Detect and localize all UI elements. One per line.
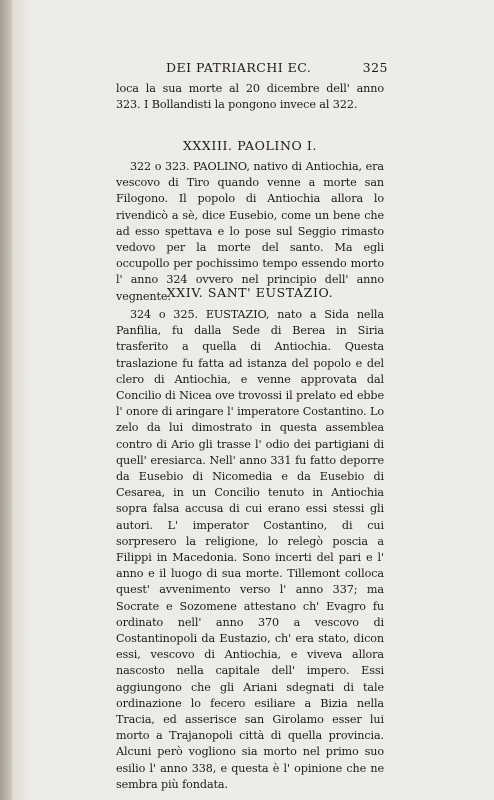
entry-dates: 324 o 325.	[130, 308, 198, 321]
continuation-block	[116, 81, 384, 113]
entry-name: PAOLINO,	[193, 160, 250, 173]
section-heading-paolino: XXXIII. PAOLINO I.	[182, 138, 318, 153]
section-2-heading-wrap	[116, 285, 384, 305]
section-paragraph-eustazio	[116, 307, 384, 793]
page-number: 325	[362, 60, 388, 75]
page-gutter-shadow	[0, 0, 12, 800]
entry-dates: 322 o 323.	[130, 160, 190, 173]
entry-text: nativo di Antiochia, era vescovo di Tiro quando venne a morte san Filogono. Il popolo di Antiochia allora lo rivendicò a sè, dice Eusebio, come un bene che ad esso spettava e lo pose sul Seggio rimasto vedovo per la morte del santo. Ma egli occupollo per pochissimo tempo essendo morto l' anno 324 ovvero nel principio dell' anno vegnente.	[116, 160, 384, 303]
section-1-heading-wrap	[116, 138, 384, 158]
section-1-body	[116, 159, 384, 305]
section-paragraph-paolino	[116, 159, 384, 305]
section-heading-eustazio: XXIV. SANT' EUSTAZIO.	[166, 285, 334, 300]
entry-text: nato a Sida nella Panfilia, fu dalla Sede di Berea in Siria trasferito a quella di Antiochia. Questa traslazione fu fatta ad istanza del popolo e del clero di Antiochia, e venne approvata dal Concilio di Nicea ove trovossi il prelato ed ebbe l' onore di aringare l' imperatore Costantino. Lo zelo da lui dimostrato in questa assemblea contro di Ario gli trasse l' odio dei partigiani di quell' eresiarca. Nell' anno 331 fu fatto deporre da Eusebio di Nicomedia e da Eusebio di Cesarea, in un Concilio tenuto in Antiochia sopra falsa accusa di cui erano essi stessi gli autori. L' imperator Costantino, di cui sorpresero la religione, lo relegò poscia a Filippi in Macedonia. Sono incerti del pari e l' anno e il luogo di sua morte. Tillemont colloca quest' avvenimento verso l' anno 337; ma Socrate e Sozomene attestano ch' Evagro fu ordinato nell' anno 370 a vescovo di Costantinopoli da Eustazio, ch' era stato, dicon essi, vescovo di Antiochia, e viveva allora nascosto nella capitale dell' impero. Essi aggiungono che gli Ariani sdegnati di tale ordinazione lo fecero esiliare a Bizia nella Tracia, ed asserisce san Girolamo esser lui morto a Trajanopoli città di quella provincia. Alcuni però vogliono sia morto nel primo suo esilio l' anno 338, e questa è l' opinione che ne sembra più fondata.	[116, 308, 384, 791]
entry-name: EUSTAZIO,	[205, 308, 270, 321]
section-2-body	[116, 307, 384, 793]
continuation-paragraph: loca la sua morte al 20 dicembre dell' anno 323. I Bollandisti la pongono invece al 322.	[116, 82, 384, 112]
running-head-title: DEI PATRIARCHI EC.	[166, 60, 312, 75]
